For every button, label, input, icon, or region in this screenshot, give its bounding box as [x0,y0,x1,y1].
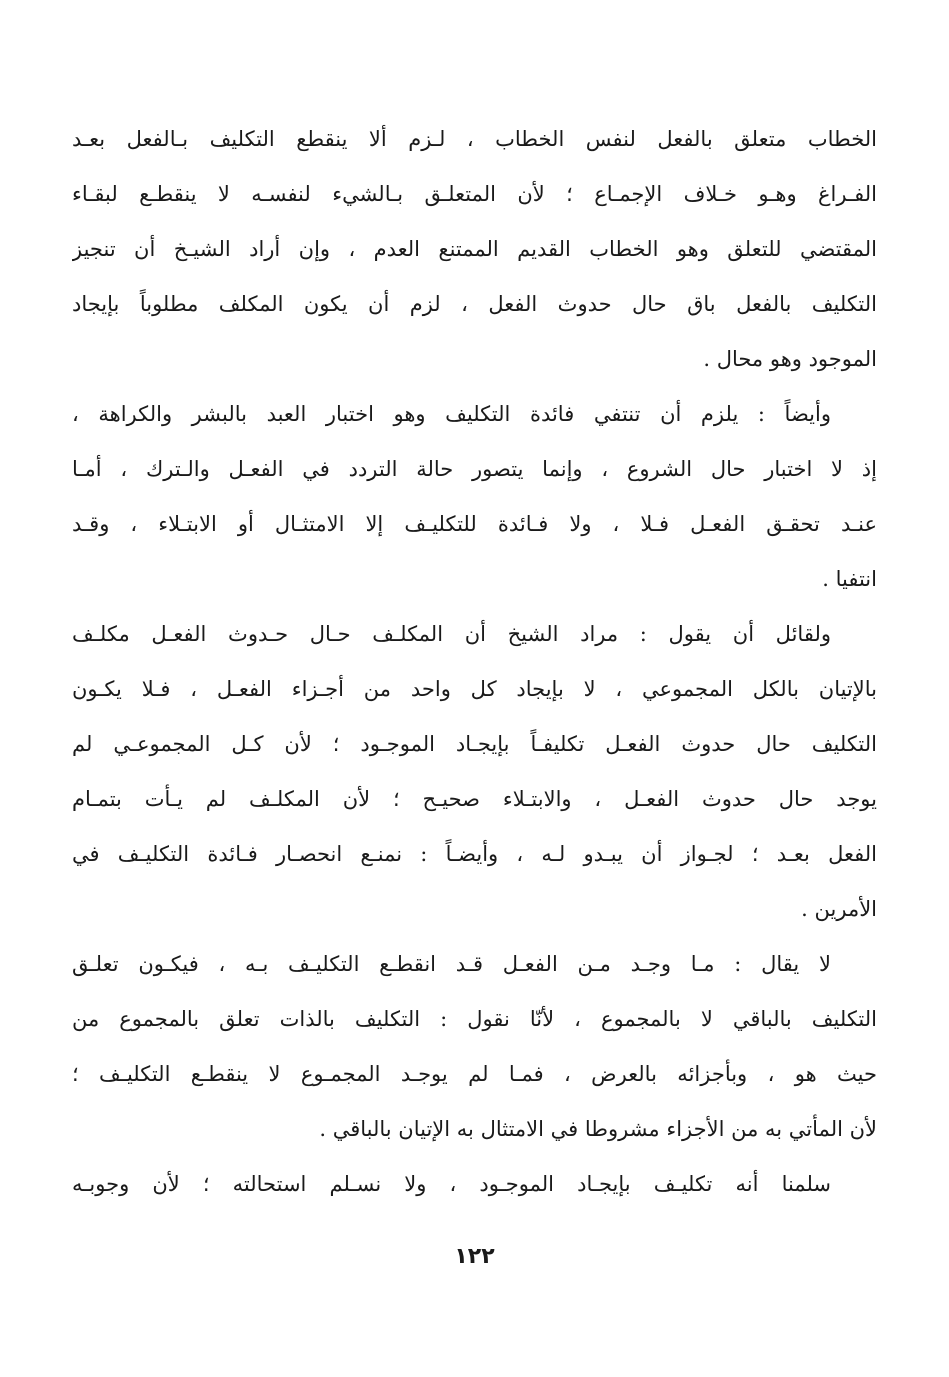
page-number: ١٢٢ [454,1244,495,1269]
text-line: التكليف بالفعل باق حال حدوث الفعل ، لزم أن يكون المكلف مطلوباً بإيجاد [72,292,877,316]
text-line: الخطاب متعلق بالفعل لنفس الخطاب ، لـزم ألا ينقطع التكليف بـالفعل بعـد [72,127,877,151]
text-line: الموجود وهو محال . [703,347,877,371]
text-line: المقتضي للتعلق وهو الخطاب القديم الممتنع العدم ، وإن أراد الشيـخ أن تنجيز [72,237,877,261]
text-line: انتفيا . [822,567,877,591]
text-line: سلمنا أنه تكليـف بإيجـاد الموجـود ، ولا نسـلم استحالته ؛ لأن وجوبـه [72,1172,831,1196]
body-text [72,112,877,1212]
text-line: ولقائل أن يقول : مراد الشيخ أن المكلـف حـال حـدوث الفعـل مكلـف [72,622,831,646]
text-line: حيث هو ، وبأجزائه بالعرض ، فمـا لم يوجـد المجمـوع لا ينقطـع التكليـف ؛ [72,1062,877,1086]
text-line: وأيضاً : يلزم أن تنتفي فائدة التكليف وهو اختبار العبد بالبشر والكراهة ، [72,402,831,426]
text-line: لأن المأتي به من الأجزاء مشروطا في الامتثال به الإتيان بالباقي . [319,1117,877,1141]
text-line: الفعل بعـد ؛ لجـواز أن يبـدو لـه ، وأيضـاً : نمنـع انحصـار فـائدة التكليـف في [72,842,877,866]
text-line: التكليف حال حدوث الفعـل تكليفـاً بإيجـاد الموجـود ؛ لأن كـل المجموعـي لم [72,732,877,756]
text-line: التكليف بالباقي لا بالمجموع ، لأنّا نقول : التكليف بالذات تعلق بالمجموع من [72,1007,877,1031]
text-line: الفـراغ وهـو خـلاف الإجمـاع ؛ لأن المتعلـق بـالشيء لنفسـه لا ينقطـع لبقـاء [72,182,877,206]
text-line: يوجد حال حدوث الفعـل ، والابتـلاء صحيـح ؛ لأن المكلـف لم يـأت بتمـام [72,787,877,811]
text-line: عنـد تحقـق الفعـل فـلا ، ولا فـائدة للتكليـف إلا الامتثـال أو الابتـلاء ، وقـد [72,512,877,536]
text-line: إذ لا اختبار حال الشروع ، وإنما يتصور حالة التردد في الفعـل والـترك ، أمـا [72,457,877,481]
text-line: لا يقال : مـا وجـد مـن الفعـل قـد انقطـع التكليـف بـه ، فيكـون تعلـق [72,952,831,976]
text-line: بالإتيان بالكل المجموعي ، لا بإيجاد كل واحد من أجـزاء الفعـل ، فـلا يكـون [72,677,877,701]
text-line: الأمرين . [801,897,877,921]
